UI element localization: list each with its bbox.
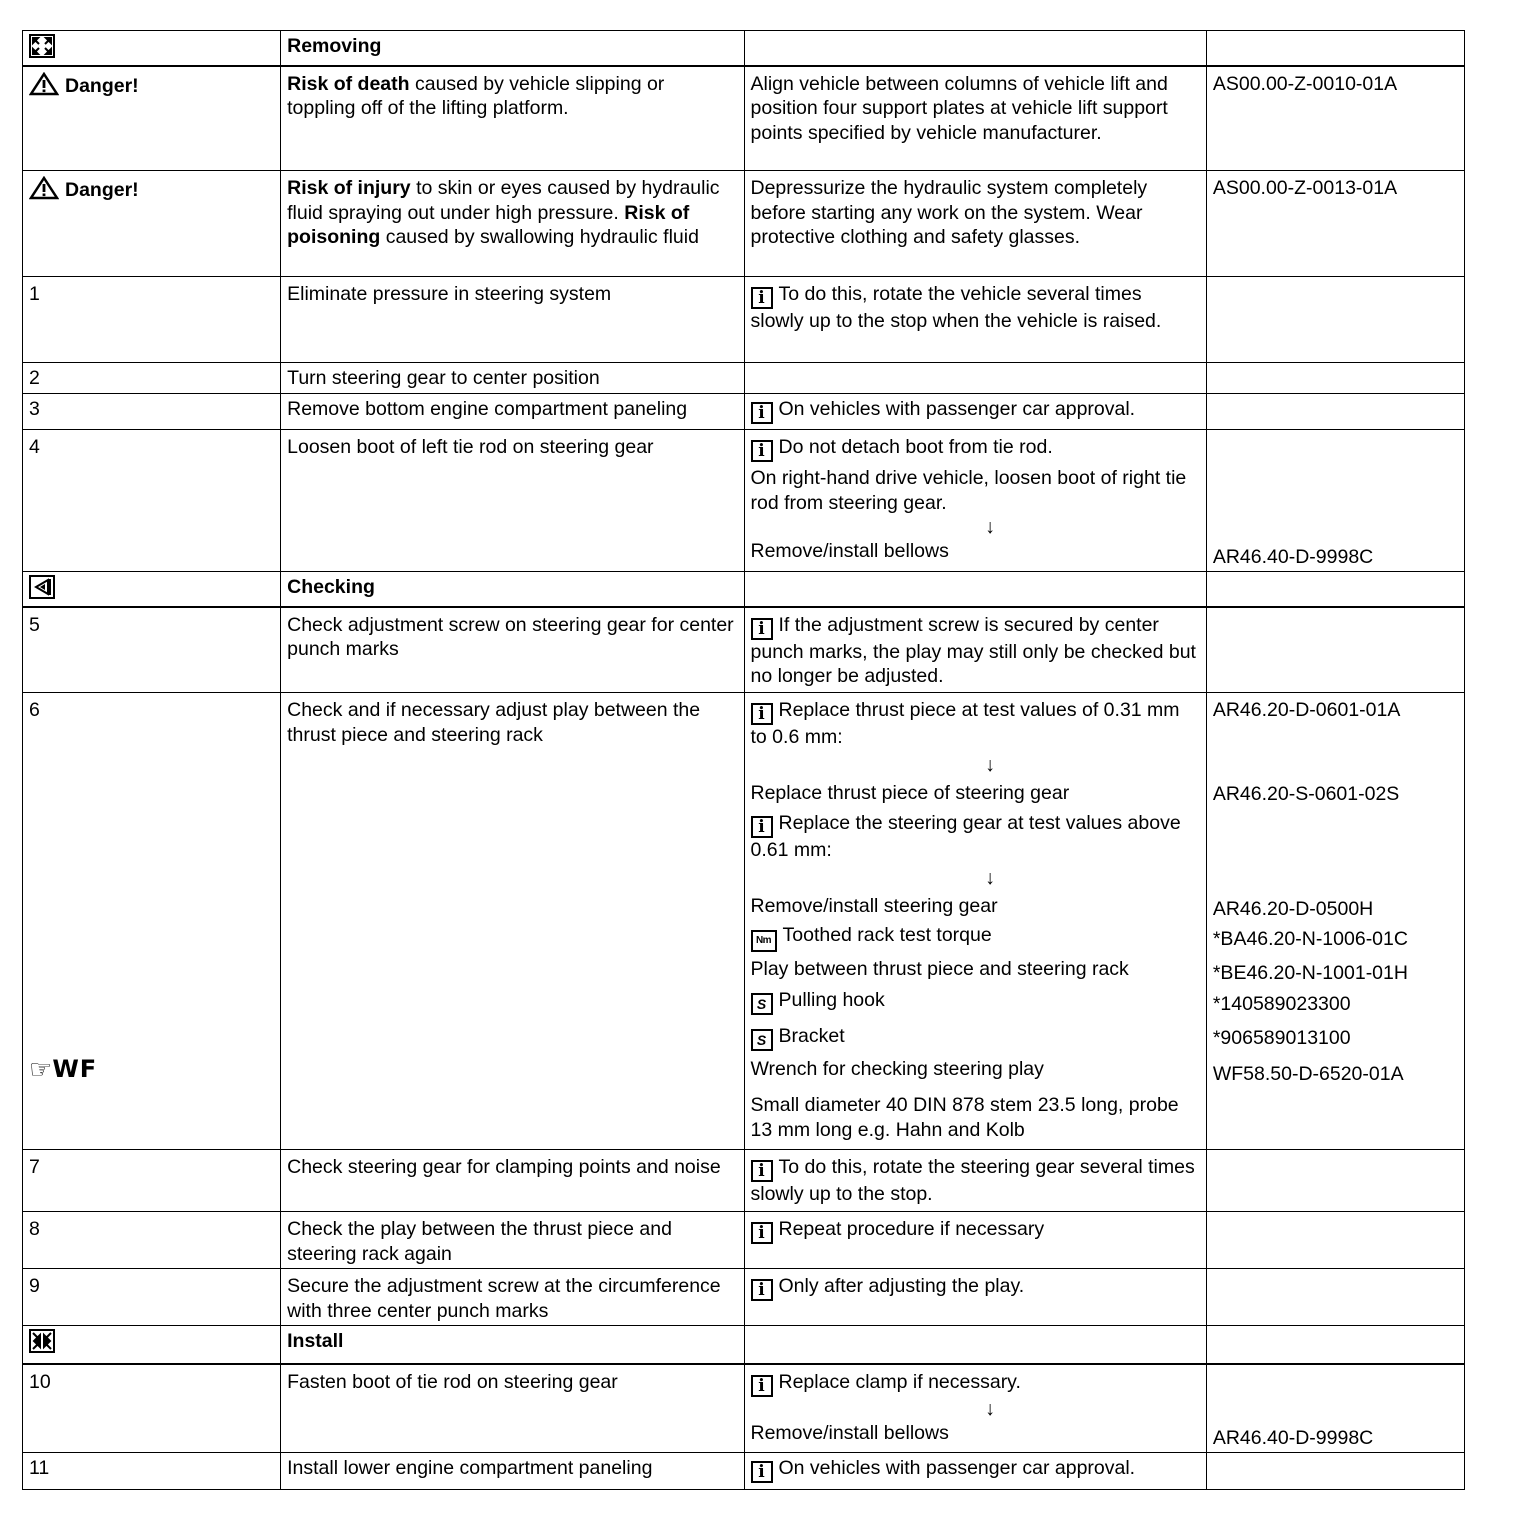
install-arrows-icon [29,1329,55,1353]
step-row: 3 Remove bottom engine compartment paneling i On vehicles with passenger car approval. [23,394,1465,430]
step-text: Remove bottom engine compartment paneling [281,394,744,430]
action-text: Depressurize the hydraulic system completely before starting any work on the system. Wear protective clothing and safety glasses. [744,171,1206,277]
special-tool-icon: S [751,993,773,1015]
step-text: Secure the adjustment screw at the circumference with three center punch marks [281,1269,744,1326]
step-text: Check and if necessary adjust play between the thrust piece and steering rack [281,693,744,1150]
section-icon-cell [23,31,281,66]
reference-link[interactable]: *906589013100 [1212,1027,1351,1049]
check-triangle-icon [29,575,55,599]
step-number: 7 [23,1150,281,1212]
reference-link[interactable]: AR46.40-D-9998C [1212,1426,1374,1449]
step-number: 5 [23,607,281,693]
section-row-install [23,1326,1465,1364]
reference-link[interactable]: AS00.00-Z-0013-01A [1206,171,1464,277]
reference-link[interactable]: AR46.20-D-0500H [1212,898,1374,920]
step-text: Eliminate pressure in steering system [281,277,744,363]
remove-arrows-icon [29,34,55,58]
info-icon: i [751,440,773,462]
danger-label: Danger! [65,74,139,97]
step-text: Fasten boot of tie rod on steering gear [281,1364,744,1453]
info-icon: i [751,1222,773,1244]
step-row: 7 Check steering gear for clamping points and noise i To do this, rotate the steering gear several times slowly up to the stop. [23,1150,1465,1212]
section-title: Install [281,1326,744,1364]
step-number: 3 [23,394,281,430]
special-tool-icon: S [751,1029,773,1051]
info-icon: i [751,402,773,424]
reference-link[interactable]: *140589023300 [1212,992,1351,1015]
step-number: 4 [23,430,281,572]
step-text: Check steering gear for clamping points and noise [281,1150,744,1212]
info-icon: i [751,1279,773,1301]
arrow-down-icon: ↓ [985,866,996,889]
step-row: 6 ☞WF Check and if necessary adjust play between the thrust piece and steering rack i Replace thrust piece at test values of 0.31 mm to 0.6 mm: ↓ Replace thrust piece of steering gear i Replace the steering gear at test values above 0.61 mm: ↓ Remove/install steering gear Nm Toothed rack test torque Play between thrust piece and steering rack S Pulling hook S Bracket Wrench for checking steering play Small diameter 40 DIN 878 stem 23.5 long, probe 13 mm long e.g. Hahn and Kolb AR46.20-D-0601-01A AR46.20-S-0601-02S AR46.20-D-0500H *BA46.20-N-1006-01C *BE46.20-N-1001-01H *140589023300 *906589013100 WF58.50-D-6520-01A [23,693,1465,1150]
hand-pointer-icon: ☞ [29,1054,53,1084]
info-icon: i [751,703,773,725]
warning-triangle-icon [29,72,59,103]
info-icon: i [751,287,773,309]
info-icon: i [751,1375,773,1397]
reference-link[interactable]: WF58.50-D-6520-01A [1212,1062,1404,1085]
step-row: 4 Loosen boot of left tie rod on steering gear i Do not detach boot from tie rod. On right-hand drive vehicle, loosen boot of right tie rod from steering gear. ↓ Remove/install bellows AR46.40-D-9998C [23,430,1465,572]
step-text: Turn steering gear to center position [281,363,744,394]
torque-nm-icon: Nm [751,930,777,952]
section-row-removing [23,31,1465,66]
danger-label: Danger! [65,179,139,201]
step-number: 1 [23,277,281,363]
reference-link[interactable]: AS00.00-Z-0010-01A [1206,66,1464,171]
step-text: Check the play between the thrust piece and steering rack again [281,1212,744,1269]
step-row: 5 Check adjustment screw on steering gear for center punch marks i If the adjustment screw is secured by center punch marks, the play may still only be checked but no longer be adjusted. [23,607,1465,693]
info-icon: i [751,618,773,640]
reference-link[interactable]: *BA46.20-N-1006-01C [1212,927,1408,950]
wf-label: WF [52,1055,98,1083]
step-text: Install lower engine compartment paneling [281,1453,744,1490]
step-row: 1 Eliminate pressure in steering system i To do this, rotate the vehicle several times slowly up to the stop when the vehicle is raised. [23,277,1465,363]
section-row-checking [23,572,1465,607]
action-text: Align vehicle between columns of vehicle lift and position four support plates at vehicle lift support points specified by vehicle manufacturer. [744,66,1206,171]
arrow-down-icon: ↓ [985,516,996,538]
reference-text: Remove/install bellows [750,540,949,562]
reference-link[interactable]: AR46.20-S-0601-02S [1212,782,1400,805]
step-row: 9 Secure the adjustment screw at the circumference with three center punch marks i Only after adjusting the play. [23,1269,1465,1326]
arrow-down-icon: ↓ [985,1397,996,1420]
info-icon: i [751,816,773,838]
step-number: 6 [29,699,40,721]
step-text: Loosen boot of left tie rod on steering gear [281,430,744,572]
procedure-table [22,30,1465,1490]
step-number: 2 [23,363,281,394]
step-number: 8 [23,1212,281,1269]
step-number: 10 [23,1364,281,1453]
reference-text: Remove/install bellows [750,1421,949,1444]
step-row: 10 Fasten boot of tie rod on steering gear i Replace clamp if necessary. ↓ Remove/install bellows AR46.40-D-9998C [23,1364,1465,1453]
step-row: 8 Check the play between the thrust piece and steering rack again i Repeat procedure if necessary [23,1212,1465,1269]
section-title: Checking [281,572,744,607]
reference-link[interactable]: AR46.40-D-9998C [1212,545,1374,568]
danger-row: Danger! Risk of death caused by vehicle slipping or toppling off of the lifting platform. Align vehicle between columns of vehicle lift and position four support plates at vehicle lift support points specified by vehicle manufacturer. AS00.00-Z-0010-01A [23,66,1465,171]
reference-link[interactable]: *BE46.20-N-1001-01H [1212,962,1408,984]
info-icon: i [751,1461,773,1483]
reference-link[interactable]: AR46.20-D-0601-01A [1212,699,1401,721]
step-number: 9 [23,1269,281,1326]
step-text: Check adjustment screw on steering gear for center punch marks [281,607,744,693]
warning-triangle-icon [29,176,59,207]
danger-row: Danger! Risk of injury to skin or eyes caused by hydraulic fluid spraying out under high pressure. Risk of poisoning caused by swallowing hydraulic fluid Depressurize the hydraulic system completely before starting any work on the system. Wear protective clothing and safety glasses. AS00.00-Z-0013-01A [23,171,1465,277]
arrow-down-icon: ↓ [985,753,996,776]
step-number: 11 [23,1453,281,1490]
step-row [23,363,1465,394]
info-icon: i [751,1160,773,1182]
step-row: 11 Install lower engine compartment paneling i On vehicles with passenger car approval. [23,1453,1465,1490]
section-title: Removing [281,31,744,66]
